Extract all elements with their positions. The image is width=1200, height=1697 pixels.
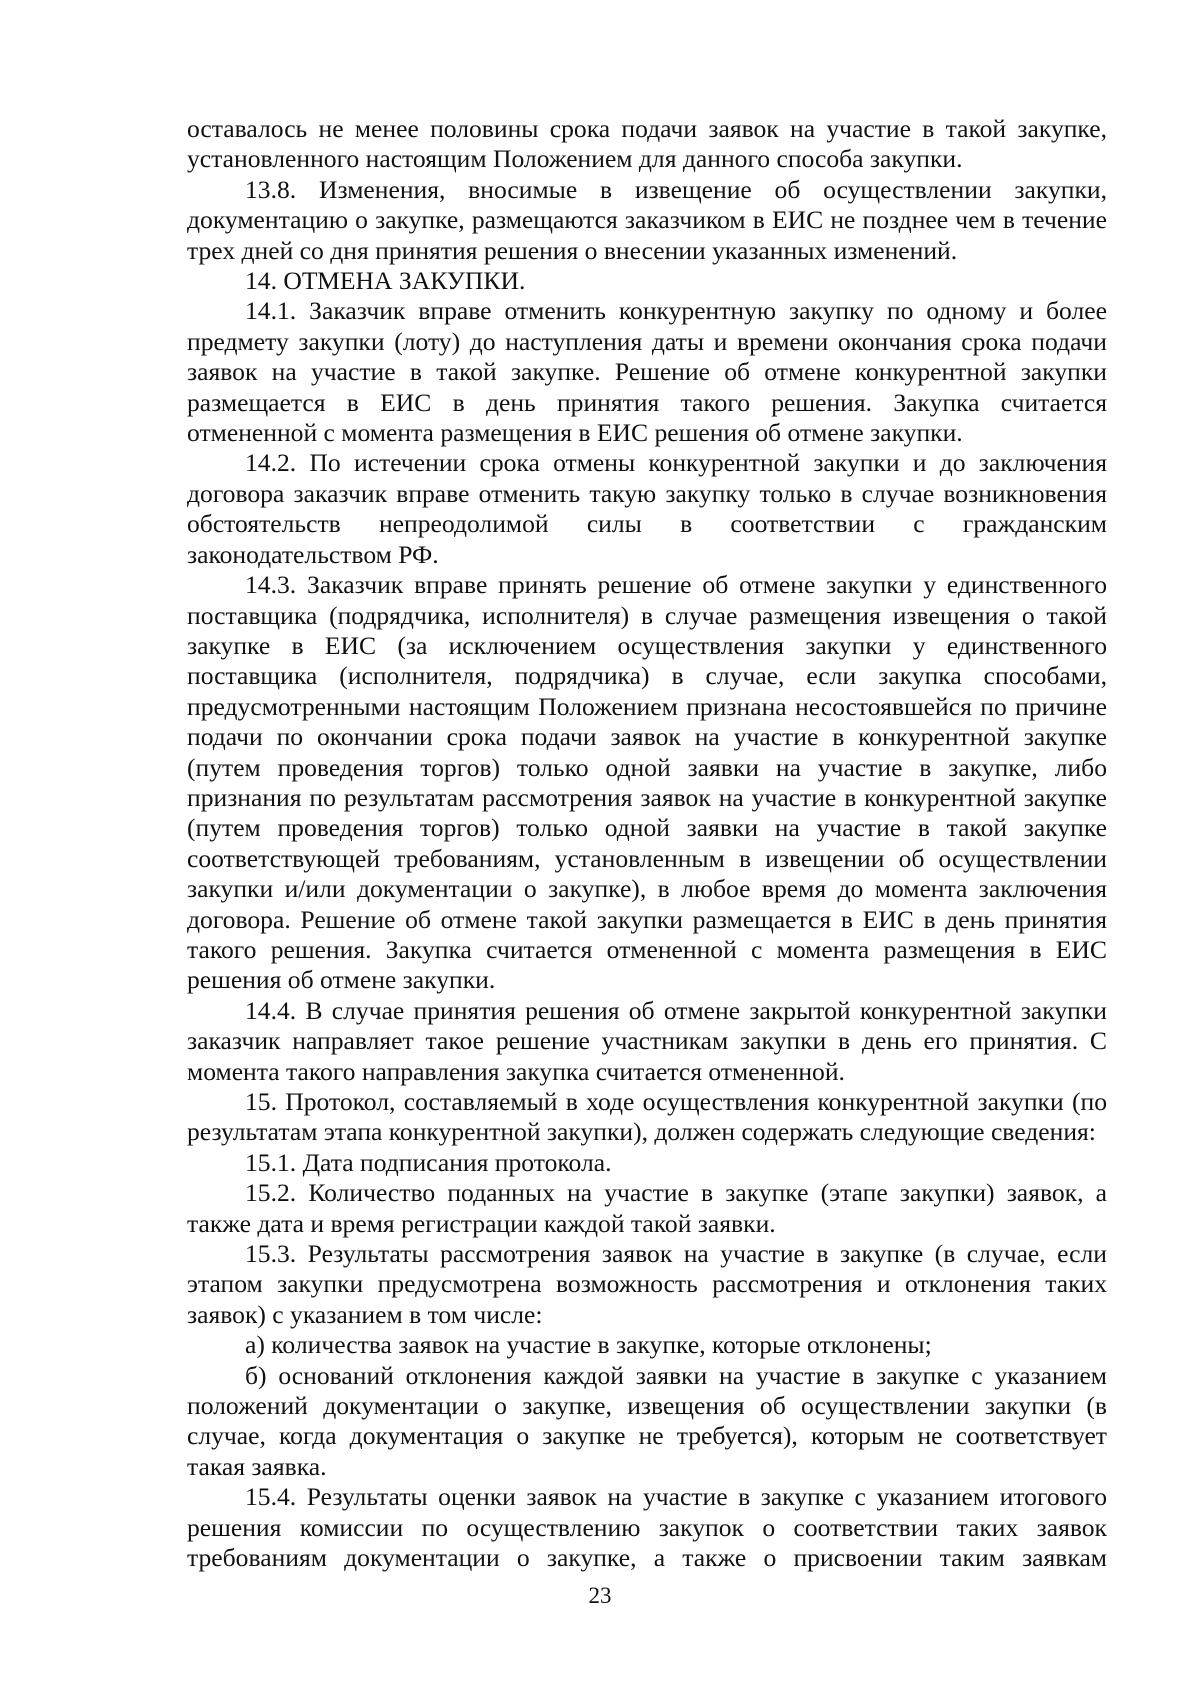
paragraph-15-3: 15.3. Результаты рассмотрения заявок на участие в закупке (в случае, если этапом закупки предусмотрена возможность рассмотрения и отклонения таких заявок) с указанием в том числе: — [187, 1239, 1107, 1329]
paragraph-14-3: 14.3. Заказчик вправе принять решение об отмене закупки у единственного поставщика (подрядчика, исполнителя) в случае размещения извещения о такой закупке в ЕИС (за исключением осуществления закупки у единственного поставщика (исполнителя, подрядчика) в случае, если закупка способами, предусмотренными настоящим Положением признана несостоявшейся по причине подачи по окончании срока подачи заявок на участие в конкурентной закупке (путем проведения торгов) только одной заявки на участие в закупке, либо признания по результатам рассмотрения заявок на участие в конкурентной закупке (путем проведения торгов) только одной заявки на участие в такой закупке соответствующей требованиям, установленным в извещении об осуществлении закупки и/или документации о закупке), в любое время до момента заключения договора. Решение об отмене такой закупки размещается в ЕИС в день принятия такого решения. Закупка считается отмененной с момента размещения в ЕИС решения об отмене закупки. — [187, 570, 1107, 995]
paragraph-15-3-a: а) количества заявок на участие в закупке, которые отклонены; — [245, 1330, 932, 1360]
section-heading-14: 14. ОТМЕНА ЗАКУПКИ. — [245, 266, 526, 296]
paragraph-15-1: 15.1. Дата подписания протокола. — [245, 1147, 612, 1177]
paragraph-15-3-b: б) оснований отклонения каждой заявки на участие в закупке с указанием положений документации о закупке, извещения об осуществлении закупки (в случае, когда документация о закупке не требуется), которым не соответствует такая заявка. — [187, 1360, 1107, 1481]
page-number: 23 — [588, 1583, 612, 1608]
document-body — [187, 114, 1107, 1574]
paragraph-15-4: 15.4. Результаты оценки заявок на участие в закупке с указанием итогового решения комиссии по осуществлению закупок о соответствии таких заявок требованиям документации о закупке, а также о присвоении таким заявкам — [187, 1482, 1107, 1573]
paragraph-14-2: 14.2. По истечении срока отмены конкурентной закупки и до заключения договора заказчик вправе отменить такую закупку только в случае возникновения обстоятельств непреодолимой силы в соответствии с гражданским законодательством РФ. — [187, 448, 1107, 569]
paragraph-14-1: 14.1. Заказчик вправе отменить конкурентную закупку по одному и более предмету закупки (лоту) до наступления даты и времени окончания срока подачи заявок на участие в такой закупке. Решение об отмене конкурентной закупки размещается в ЕИС в день принятия такого решения. Закупка считается отмененной с момента размещения в ЕИС решения об отмене закупки. — [187, 296, 1107, 448]
paragraph-continuation: оставалось не менее половины срока подачи заявок на участие в такой закупке, установленного настоящим Положением для данного способа закупки. — [187, 114, 1107, 174]
paragraph-14-4: 14.4. В случае принятия решения об отмене закрытой конкурентной закупки заказчик направляет такое решение участникам закупки в день его принятия. С момента такого направления закупка считается отмененной. — [187, 995, 1107, 1086]
paragraph-13-8: 13.8. Изменения, вносимые в извещение об осуществлении закупки, документацию о закупке, размещаются заказчиком в ЕИС не позднее чем в течение трех дней со дня принятия решения о внесении указанных изменений. — [187, 174, 1107, 265]
paragraph-15-2: 15.2. Количество поданных на участие в закупке (этапе закупки) заявок, а также дата и время регистрации каждой такой заявки. — [187, 1178, 1107, 1238]
paragraph-15: 15. Протокол, составляемый в ходе осуществления конкурентной закупки (по результатам этапа конкурентной закупки), должен содержать следующие сведения: — [187, 1087, 1107, 1147]
